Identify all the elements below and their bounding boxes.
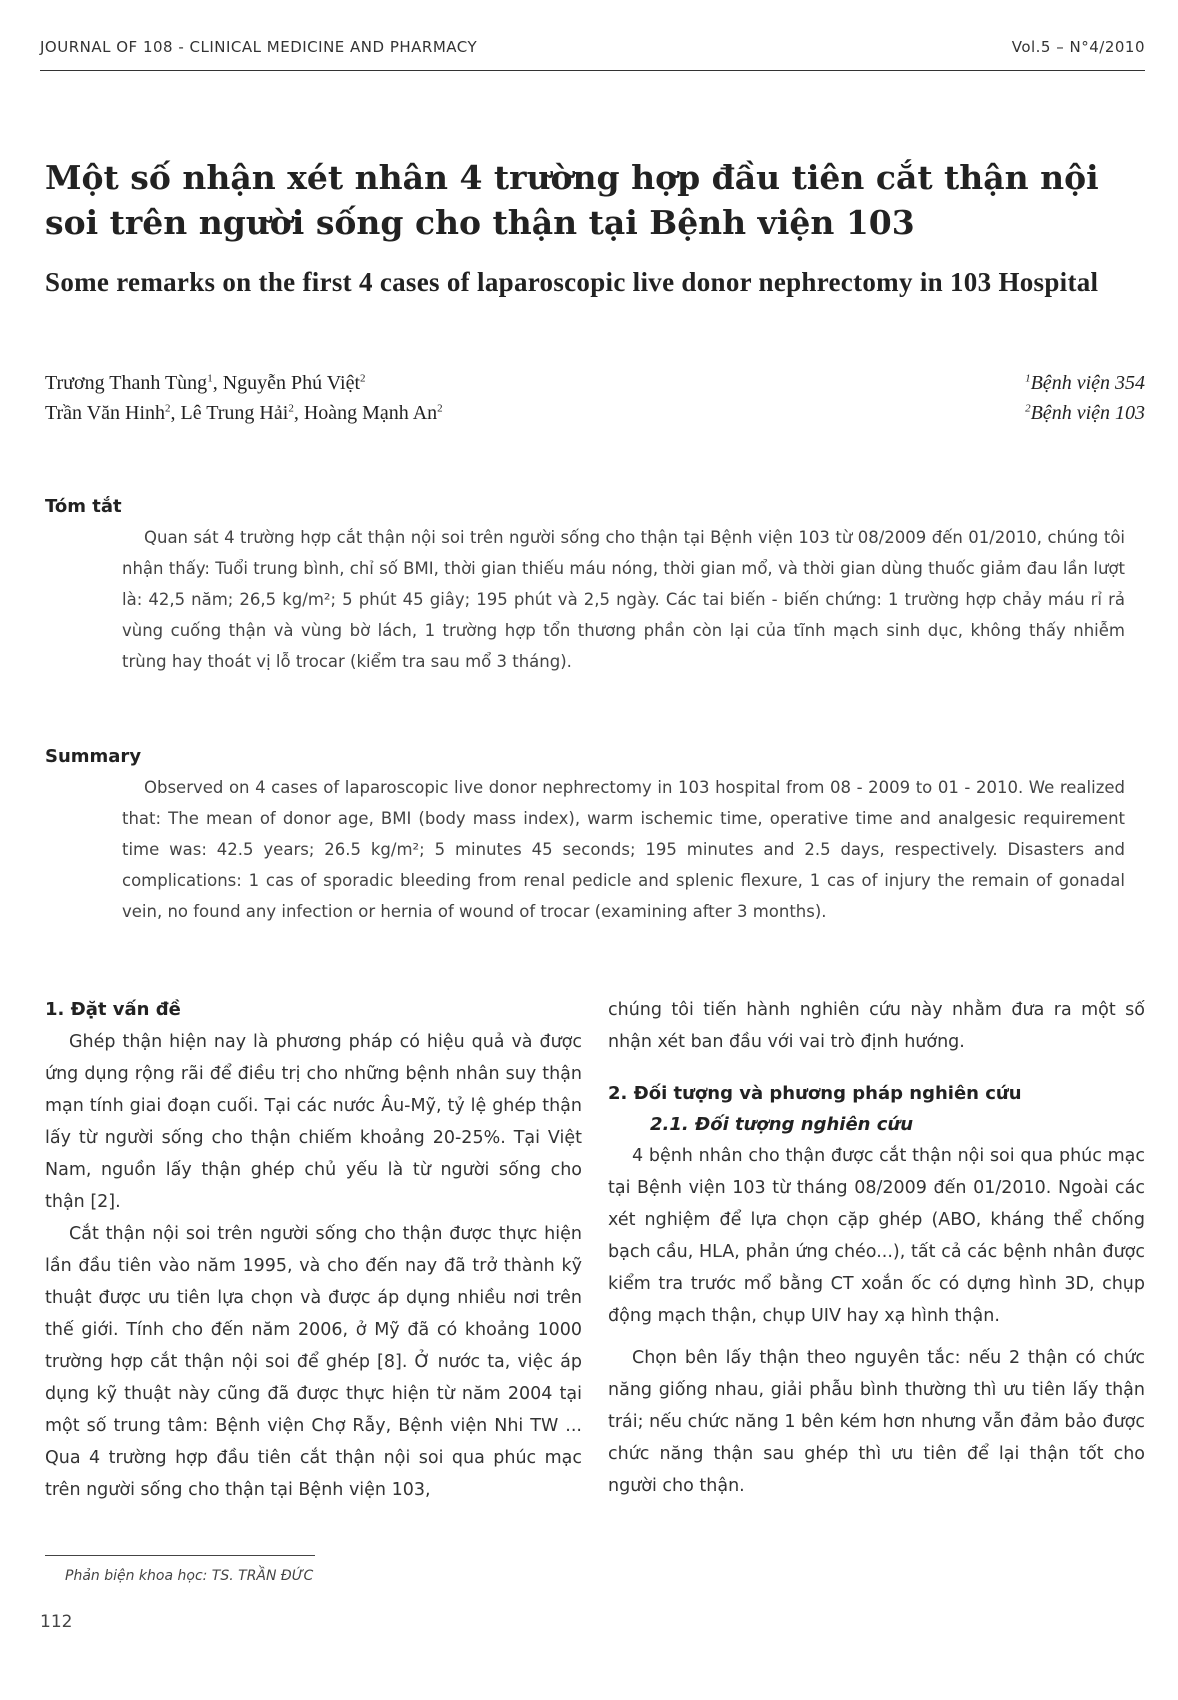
- footnote: Phản biện khoa học: TS. TRẦN ĐỨC: [65, 1568, 314, 1584]
- right-column: [608, 994, 1145, 1506]
- section-1-heading: 1. Đặt vấn đề: [45, 999, 181, 1020]
- authors-block: [45, 368, 1145, 428]
- section-1-paragraph-2-continued: chúng tôi tiến hành nghiên cứu này nhằm đưa ra một số nhận xét ban đầu với vai trò định hướng.: [608, 1000, 1145, 1052]
- section-2-1-heading: 2.1. Đối tượng nghiên cứu: [650, 1114, 914, 1135]
- left-column: [45, 994, 582, 1506]
- abstract-vi: [122, 522, 1125, 677]
- abstract-en: [122, 772, 1125, 927]
- section-1-paragraph-2: Cắt thận nội soi trên người sống cho thận được thực hiện lần đầu tiên vào năm 1995, và cho đến nay đã trở thành kỹ thuật được ưu tiên lựa chọn và được áp dụng nhiều nơi trên thế giới. Tính cho đến năm 2006, ở Mỹ đã có khoảng 1000 trường hợp cắt thận nội soi để ghép [8]. Ở nước ta, việc áp dụng kỹ thuật này cũng đã được thực hiện từ năm 2004 tại một số trung tâm: Bệnh viện Chợ Rẫy, Bệnh viện Nhi TW ... Qua 4 trường hợp đầu tiên cắt thận nội soi qua phúc mạc trên người sống cho thận tại Bệnh viện 103,: [45, 1224, 582, 1500]
- author-line-1: [45, 368, 1145, 398]
- header-rule: [40, 70, 1145, 71]
- page-number: 112: [40, 1612, 73, 1632]
- affiliation-2: $^2$Bệnh viện 103: [1025, 402, 1145, 424]
- title-english: Some remarks on the first 4 cases of laparoscopic live donor nephrectomy in 103 Hospital: [45, 267, 1099, 297]
- issue-number: Vol.5 – N°4/2010: [1011, 38, 1145, 56]
- title-vietnamese: Một số nhận xét nhân 4 trường hợp đầu tiên cắt thận nội soi trên người sống cho thận tại Bệnh viện 103: [45, 158, 1099, 242]
- body-columns: [45, 994, 1145, 1506]
- journal-name: JOURNAL OF 108 - CLINICAL MEDICINE AND PHARMACY: [40, 38, 478, 56]
- abstract-vi-text: Quan sát 4 trường hợp cắt thận nội soi trên người sống cho thận tại Bệnh viện 103 từ 08/2009 đến 01/2010, chúng tôi nhận thấy: Tuổi trung bình, chỉ số BMI, thời gian thiếu máu nóng, thời gian mổ, và thời gian dùng thuốc giảm đau lần lượt là: 42,5 năm; 26,5 kg/m²; 5 phút 45 giây; 195 phút và 2,5 ngày. Các tai biến - biến chứng: 1 trường hợp chảy máu rỉ rả vùng cuống thận và vùng bờ lách, 1 trường hợp tổn thương phần còn lại của tĩnh mạch sinh dục, không thấy nhiễm trùng hay thoát vị lỗ trocar (kiểm tra sau mổ 3 tháng).: [122, 528, 1125, 671]
- section-2-1-paragraph-1: 4 bệnh nhân cho thận được cắt thận nội soi qua phúc mạc tại Bệnh viện 103 từ tháng 08/2009 đến 01/2010. Ngoài các xét nghiệm để lựa chọn cặp ghép (ABO, kháng thể chống bạch cầu, HLA, phản ứng chéo...), tất cả các bệnh nhân được kiểm tra trước mổ bằng CT xoắn ốc có dựng hình 3D, chụp động mạch thận, chụp UIV hay xạ hình thận.: [608, 1146, 1145, 1326]
- abstract-vi-heading: Tóm tắt: [45, 496, 122, 517]
- author-names-1: Trương Thanh Tùng$^1$, Nguyễn Phú Việt$^2$: [45, 372, 366, 394]
- section-2-1-paragraph-2: Chọn bên lấy thận theo nguyên tắc: nếu 2 thận có chức năng giống nhau, giải phẫu bình thường thì ưu tiên lấy thận trái; nếu chức năng 1 bên kém hơn nhưng vẫn đảm bảo được chức năng thận sau ghép thì ưu tiên để lại thận tốt cho người cho thận.: [608, 1348, 1145, 1496]
- section-2-heading: 2. Đối tượng và phương pháp nghiên cứu: [608, 1083, 1022, 1104]
- abstract-en-text: Observed on 4 cases of laparoscopic live donor nephrectomy in 103 hospital from 08 - 2009 to 01 - 2010. We realized that: The mean of donor age, BMI (body mass index), warm ischemic time, operative time and analgesic requirement time was: 42.5 years; 26.5 kg/m²; 5 minutes 45 seconds; 195 minutes and 2.5 days, respectively. Disasters and complications: 1 cas of sporadic bleeding from renal pedicle and splenic flexure, 1 cas of injury the remain of gonadal vein, no found any infection or hernia of wound of trocar (examining after 3 months).: [122, 778, 1125, 921]
- affiliation-1: $^1$Bệnh viện 354: [1025, 372, 1145, 394]
- section-1-paragraph-1: Ghép thận hiện nay là phương pháp có hiệu quả và được ứng dụng rộng rãi để điều trị cho những bệnh nhân suy thận mạn tính giai đoạn cuối. Tại các nước Âu-Mỹ, tỷ lệ ghép thận lấy từ người sống cho thận chiếm khoảng 20-25%. Tại Việt Nam, nguồn lấy thận ghép chủ yếu là từ người sống cho thận [2].: [45, 1032, 582, 1212]
- footnote-rule: [45, 1555, 315, 1556]
- running-header: [40, 38, 1145, 64]
- author-names-2: Trần Văn Hinh$^2$, Lê Trung Hải$^2$, Hoàng Mạnh An$^2$: [45, 402, 443, 424]
- abstract-en-heading: Summary: [45, 746, 142, 767]
- author-line-2: [45, 398, 1145, 428]
